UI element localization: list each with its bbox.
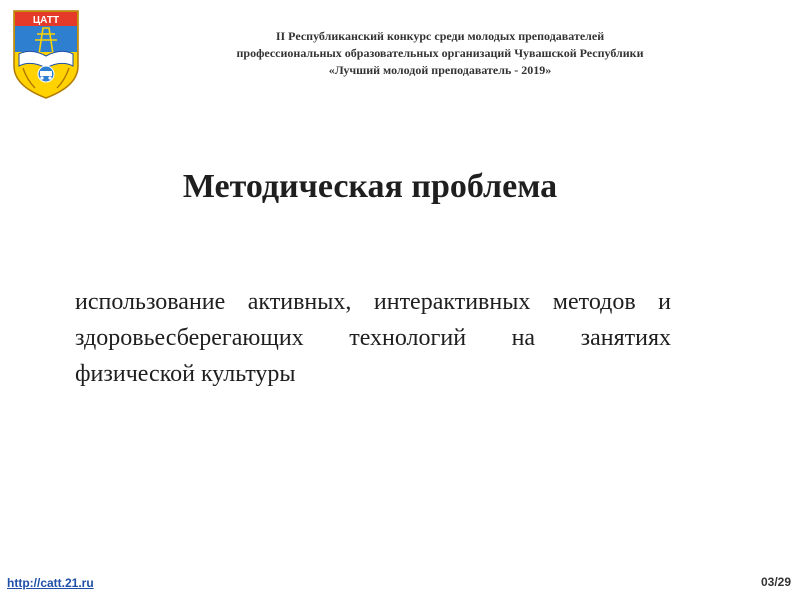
logo-lettering: ЦАТТ [32,15,60,26]
header-line-3: «Лучший молодой преподаватель - 2019» [328,63,552,77]
college-website-link[interactable]: http://catt.21.ru [7,576,94,590]
header-line-1: II Республиканский конкурс среди молодых преподавателей [275,29,605,43]
slide-title: Методическая проблема [182,168,558,205]
contest-header [150,28,730,79]
college-crest-icon [11,8,81,100]
page-number: 03/29 [760,575,791,589]
slide-body-text: использование активных, интерактивных методов и здоровьесберегающих технологий на занятиях физической культуры [75,289,671,387]
header-line-2: профессиональных образовательных организаций Чувашской Республики [236,46,644,60]
